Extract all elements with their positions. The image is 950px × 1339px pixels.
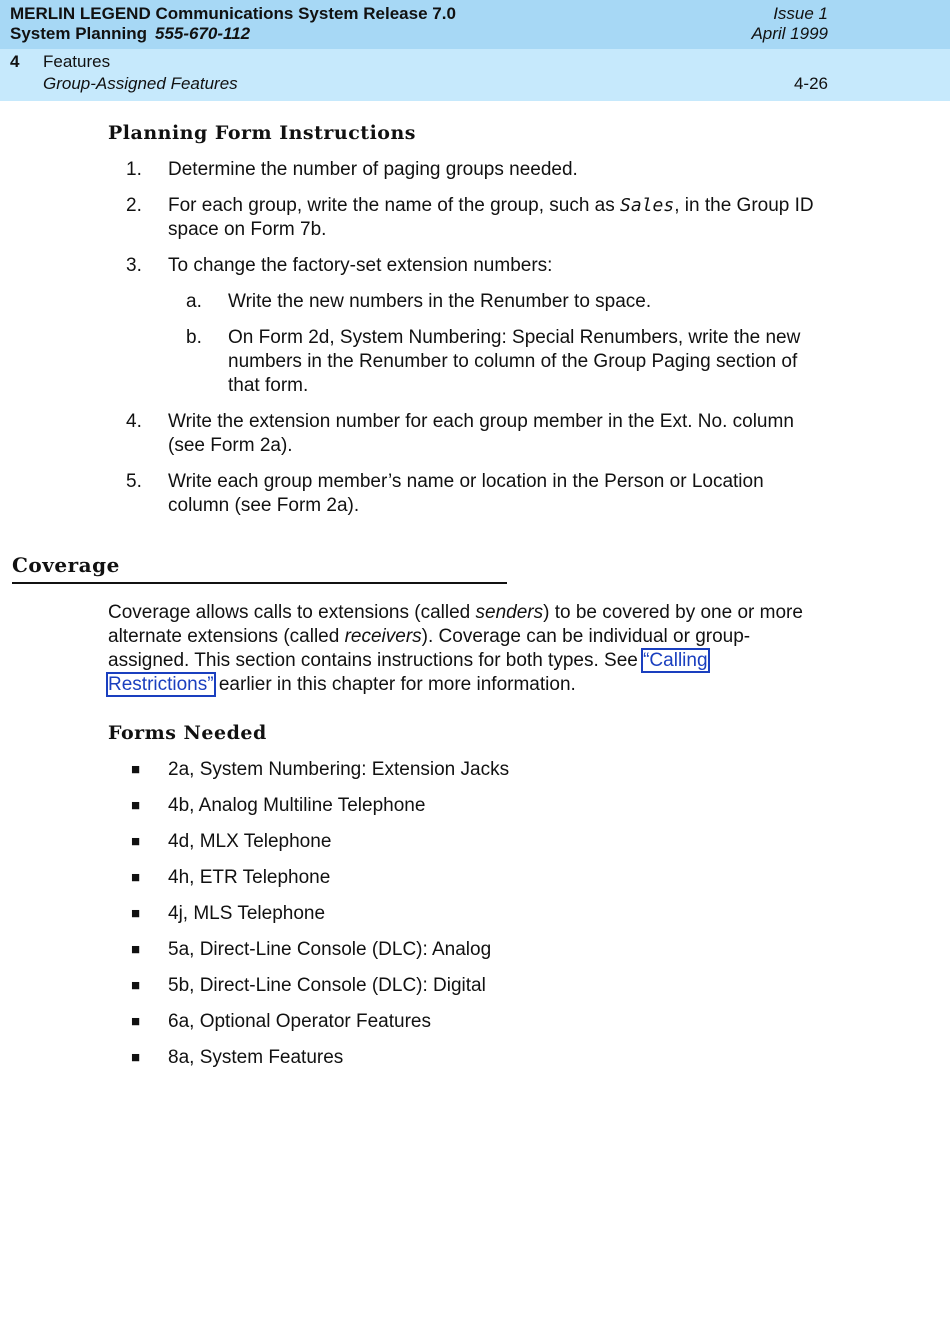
issue-label: Issue 1 [773,4,828,23]
bullet-icon: ■ [131,1049,141,1066]
doc-number: 555-670-112 [154,24,251,43]
substep-text: Write the new numbers in the Renumber to space. [228,291,652,312]
step-text: Write each group member’s name or location in the Person or Location column (see Form 2a). [168,471,764,516]
calling-restrictions-link-cont[interactable]: Restrictions” [108,674,214,695]
substep-label: a. [186,291,202,312]
step-number: 1. [126,159,142,180]
document-title: MERLIN LEGEND Communications System Release 7.0 [10,4,456,23]
subtitle-text: System Planning [10,24,147,43]
step-text: Write the extension number for each group member in the Ext. No. column (see Form 2a). [168,411,794,456]
bullet-icon: ■ [131,833,141,850]
form-list-item: 4j, MLS Telephone [168,903,326,924]
chapter-header [0,49,950,101]
bullet-icon: ■ [131,797,141,814]
calling-restrictions-link[interactable]: “Calling [643,650,708,671]
example-name: Sales [620,195,675,216]
substep-text: On Form 2d, System Numbering: Special Renumbers, write the new numbers in the Renumber to column of the Group Paging section of that form. [228,327,801,396]
chapter-number: 4 [10,52,20,71]
document-subtitle [10,24,250,44]
bullet-icon: ■ [131,941,141,958]
form-list-item: 8a, System Features [168,1047,344,1068]
coverage-heading: Coverage [12,553,120,577]
step-text [168,194,828,242]
term-senders: senders [475,602,544,623]
form-list-item: 4b, Analog Multiline Telephone [168,795,426,816]
running-header [0,0,950,49]
form-list-item: 6a, Optional Operator Features [168,1011,431,1032]
coverage-paragraph [108,601,828,697]
bullet-icon: ■ [131,1013,141,1030]
step-text: To change the factory-set extension numbers: [168,255,553,276]
section-name: Group-Assigned Features [43,74,238,93]
term-receivers: receivers [344,626,422,647]
step2-text-b: , in the Group ID space on Form 7b. [168,195,814,240]
issue-date: April 1999 [751,24,828,43]
form-list-item: 5b, Direct-Line Console (DLC): Digital [168,975,486,996]
step-number: 5. [126,471,142,492]
bullet-icon: ■ [131,761,141,778]
form-list-item: 5a, Direct-Line Console (DLC): Analog [168,939,492,960]
para-text: ) to be covered by one or more alternate extensions (called [108,602,803,647]
step2-text-a: For each group, write the name of the group, such as [168,195,621,216]
bullet-icon: ■ [131,977,141,994]
step-text: Determine the number of paging groups needed. [168,159,578,180]
para-text: Coverage allows calls to extensions (called [108,602,476,623]
form-list-item: 4h, ETR Telephone [168,867,331,888]
step-number: 4. [126,411,142,432]
para-text: earlier in this chapter for more information. [213,674,576,695]
chapter-name: Features [43,52,111,71]
heading-rule [12,582,507,584]
form-list-item: 4d, MLX Telephone [168,831,332,852]
forms-heading: Forms Needed [108,722,267,744]
bullet-icon: ■ [131,905,141,922]
step-number: 2. [126,195,142,216]
form-list-item: 2a, System Numbering: Extension Jacks [168,759,510,780]
substep-label: b. [186,327,202,348]
page-number: 4-26 [793,74,828,93]
para-text: ). Coverage can be individual or group-assigned. This section contains instructions for both types. See [108,626,751,671]
planning-heading: Planning Form Instructions [108,122,416,144]
step-number: 3. [126,255,142,276]
bullet-icon: ■ [131,869,141,886]
